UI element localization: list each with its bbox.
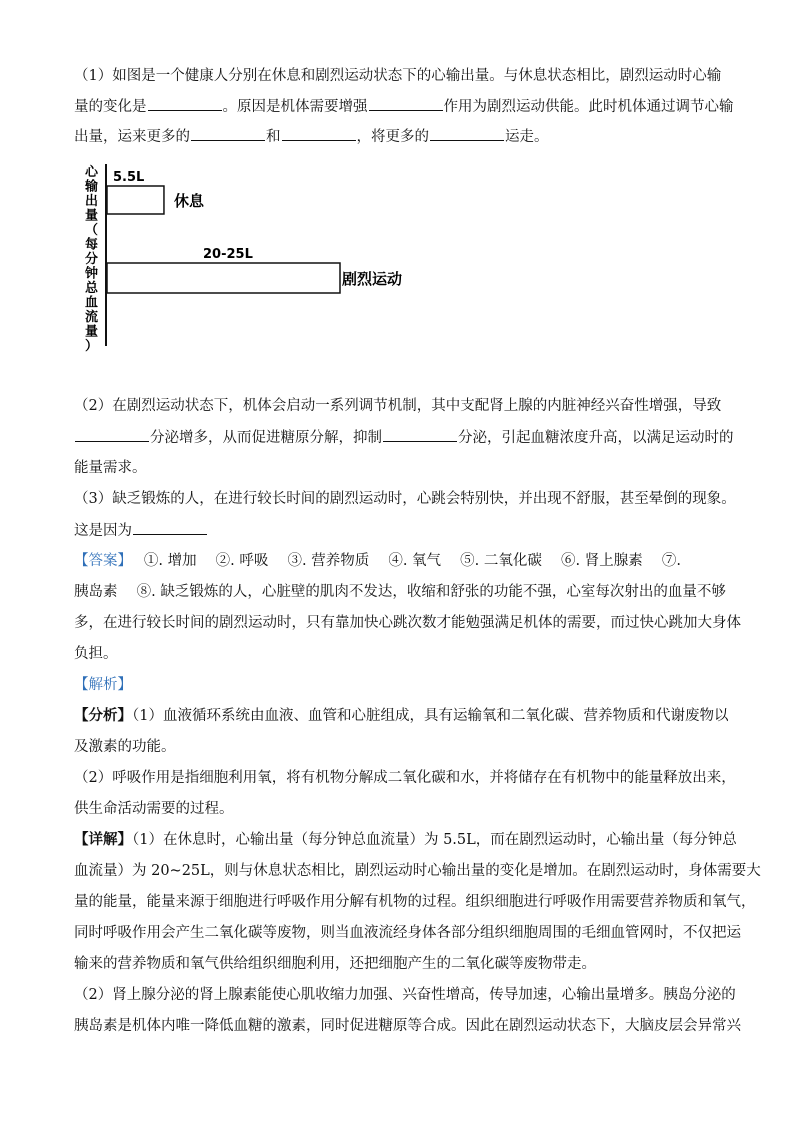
chart-ylabel: 心输出量（每分钟总血流量） bbox=[85, 165, 99, 352]
answer-blank-4[interactable] bbox=[282, 126, 356, 141]
detail-line-3: 量的能量，能量来源于细胞进行呼吸作用分解有机物的过程。组织细胞进行呼吸作用需要营养物质和氧气， bbox=[74, 894, 756, 910]
answer-line-1 bbox=[74, 551, 681, 571]
chart-bar-1 bbox=[107, 186, 164, 214]
q2-line-3: 能量需求。 bbox=[74, 460, 147, 476]
q1-line-1: （1）如图是一个健康人分别在休息和剧烈运动状态下的心输出量。与休息状态相比，剧烈运动时心输 bbox=[74, 68, 722, 84]
q1-text: 作用为剧烈运动供能。此时机体通过调节心输 bbox=[443, 99, 734, 115]
q1-text: 和 bbox=[266, 129, 281, 145]
answer-blank-5[interactable] bbox=[430, 126, 504, 141]
q1-text: 出量，运来更多的 bbox=[74, 129, 190, 145]
chart-value-label-1: 5.5L bbox=[113, 170, 145, 185]
chart-category-label-2: 剧烈运动 bbox=[342, 270, 403, 288]
answer-blank-2[interactable] bbox=[369, 96, 443, 111]
analysis-tag: 【解析】 bbox=[74, 677, 132, 693]
analysis-line-2: 及激素的功能。 bbox=[74, 739, 176, 755]
q1-text: ，将更多的 bbox=[356, 129, 429, 145]
detail-text: （1）在休息时，心输出量（每分钟总血流量）为 5.5L，而在剧烈运动时，心输出量（每分钟总 bbox=[132, 832, 737, 848]
q1-text: 。原因是机体需要增强 bbox=[222, 99, 368, 115]
q1-line-3 bbox=[74, 126, 549, 147]
answer-line-2: 胰岛素 ⑧. 缺乏锻炼的人，心脏壁的肌肉不发达，收缩和舒张的功能不强，心室每次射出的血量不够 bbox=[74, 584, 726, 600]
analysis-text: （1）血液循环系统由血液、血管和心脏组成，具有运输氧和二氧化碳、营养物质和代谢废物以 bbox=[132, 708, 729, 724]
detail-line-5: 输来的营养物质和氧气供给组织细胞利用，还把细胞产生的二氧化碳等废物带走。 bbox=[74, 956, 596, 972]
answer-tag: 【答案】 bbox=[74, 553, 125, 569]
q3-line-2 bbox=[74, 520, 208, 541]
answer-line-3: 多，在进行较长时间的剧烈运动时，只有靠加快心跳次数才能勉强满足机体的需要，而过快心跳加大身体 bbox=[74, 615, 741, 631]
answer-blank-7[interactable] bbox=[383, 427, 457, 442]
xiangjie-tag: 【详解】 bbox=[74, 831, 132, 848]
detail-line-2: 血流量）为 20~25L，则与休息状态相比，剧烈运动时心输出量的变化是增加。在剧烈运动时，身体需要大 bbox=[74, 863, 761, 879]
chart-bar-2 bbox=[107, 263, 340, 293]
q3-line-1: （3）缺乏锻炼的人，在进行较长时间的剧烈运动时，心跳会特别快，并出现不舒服，甚至晕倒的现象。 bbox=[74, 491, 736, 507]
q2-line-2 bbox=[74, 427, 734, 448]
q1-text: 量的变化是 bbox=[74, 99, 147, 115]
q1-text: 运走。 bbox=[505, 129, 549, 145]
q1-line-2 bbox=[74, 96, 734, 117]
chart-value-label-2: 20-25L bbox=[203, 247, 253, 262]
q3-text: 这是因为 bbox=[74, 523, 132, 539]
chart-category-label-1: 休息 bbox=[173, 192, 204, 210]
detail-line-1 bbox=[74, 830, 737, 850]
answer-blank-8[interactable] bbox=[133, 520, 207, 535]
detail-line-6: （2）肾上腺分泌的肾上腺素能使心肌收缩力加强、兴奋性增高，传导加速，心输出量增多。胰岛分泌的 bbox=[74, 987, 736, 1003]
detail-line-7: 胰岛素是机体内唯一降低血糖的激素，同时促进糖原等合成。因此在剧烈运动状态下，大脑皮层会异常兴 bbox=[74, 1018, 741, 1034]
q2-text: 分泌，引起血糖浓度升高，以满足运动时的 bbox=[458, 430, 734, 446]
q2-line-1: （2）在剧烈运动状态下，机体会启动一系列调节机制，其中支配肾上腺的内脏神经兴奋性增强，导致 bbox=[74, 398, 722, 414]
analysis-line-1 bbox=[74, 706, 728, 726]
analysis-line-4: 供生命活动需要的过程。 bbox=[74, 801, 234, 817]
fenxi-tag: 【分析】 bbox=[74, 707, 132, 724]
answer-blank-1[interactable] bbox=[148, 96, 222, 111]
answer-line-4: 负担。 bbox=[74, 646, 118, 662]
detail-line-4: 同时呼吸作用会产生二氧化碳等废物，则当血液流经身体各部分组织细胞周围的毛细血管网时，不仅把运 bbox=[74, 925, 741, 941]
analysis-line-3: （2）呼吸作用是指细胞利用氧，将有机物分解成二氧化碳和水，并将储存在有机物中的能量释放出来， bbox=[74, 770, 736, 786]
answer-blank-3[interactable] bbox=[191, 126, 265, 141]
answer-blank-6[interactable] bbox=[75, 427, 149, 442]
cardiac-output-chart bbox=[80, 162, 420, 352]
answer-text: ①. 增加 ②. 呼吸 ③. 营养物质 ④. 氧气 ⑤. 二氧化碳 ⑥. 肾上腺素 ⑦. bbox=[143, 553, 681, 569]
q2-text: 分泌增多，从而促进糖原分解，抑制 bbox=[150, 430, 382, 446]
